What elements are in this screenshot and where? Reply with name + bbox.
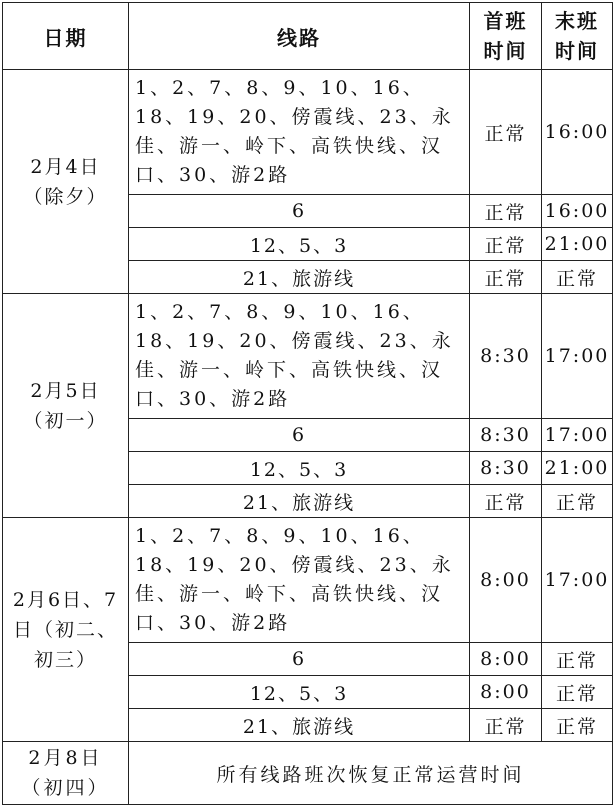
schedule-table [2,2,613,805]
last-bus-cell: 正常 [542,643,613,676]
first-bus-cell: 8:00 [470,518,542,643]
last-bus-cell: 17:00 [542,518,613,643]
routes-cell: 6 [129,419,470,452]
table-row [3,742,613,805]
last-bus-cell: 21:00 [542,228,613,261]
routes-cell: 12、5、3 [129,452,470,485]
header-date: 日期 [3,3,129,70]
first-bus-cell: 8:30 [470,452,542,485]
table-row [3,294,613,419]
routes-cell: 21、旅游线 [129,485,470,518]
last-bus-cell: 17:00 [542,294,613,419]
first-bus-cell: 正常 [470,261,542,294]
routes-cell: 21、旅游线 [129,709,470,742]
routes-cell: 12、5、3 [129,228,470,261]
resume-note: 所有线路班次恢复正常运营时间 [129,742,613,805]
first-bus-cell: 8:00 [470,643,542,676]
first-bus-cell: 8:00 [470,676,542,709]
last-bus-cell: 17:00 [542,419,613,452]
routes-cell: 12、5、3 [129,676,470,709]
header-first-bus: 首班 时间 [470,3,542,70]
routes-cell: 6 [129,195,470,228]
table-row [3,518,613,643]
table-row [3,70,613,195]
first-bus-cell: 8:30 [470,294,542,419]
first-bus-cell: 正常 [470,228,542,261]
last-bus-cell: 16:00 [542,70,613,195]
last-bus-cell: 正常 [542,709,613,742]
header-last-bus: 末班 时间 [542,3,613,70]
routes-cell: 1、2、7、8、9、10、16、18、19、20、傍霞线、23、永佳、游一、岭下、高铁快线、汉口、30、游2路 [129,294,470,419]
routes-cell: 1、2、7、8、9、10、16、18、19、20、傍霞线、23、永佳、游一、岭下、高铁快线、汉口、30、游2路 [129,518,470,643]
first-bus-cell: 8:30 [470,419,542,452]
date-cell: 2月4日 （除夕） [3,70,129,294]
last-bus-cell: 正常 [542,261,613,294]
date-cell: 2月5日 （初一） [3,294,129,518]
routes-cell: 21、旅游线 [129,261,470,294]
last-bus-cell: 正常 [542,676,613,709]
last-bus-cell: 正常 [542,485,613,518]
routes-cell: 1、2、7、8、9、10、16、18、19、20、傍霞线、23、永佳、游一、岭下、高铁快线、汉口、30、游2路 [129,70,470,195]
routes-cell: 6 [129,643,470,676]
header-routes: 线路 [129,3,470,70]
first-bus-cell: 正常 [470,485,542,518]
first-bus-cell: 正常 [470,709,542,742]
first-bus-cell: 正常 [470,195,542,228]
last-bus-cell: 16:00 [542,195,613,228]
first-bus-cell: 正常 [470,70,542,195]
date-cell: 2月8日 （初四） [3,742,129,805]
date-cell: 2月6日、7日（初二、初三） [3,518,129,742]
last-bus-cell: 21:00 [542,452,613,485]
header-row [3,3,613,70]
